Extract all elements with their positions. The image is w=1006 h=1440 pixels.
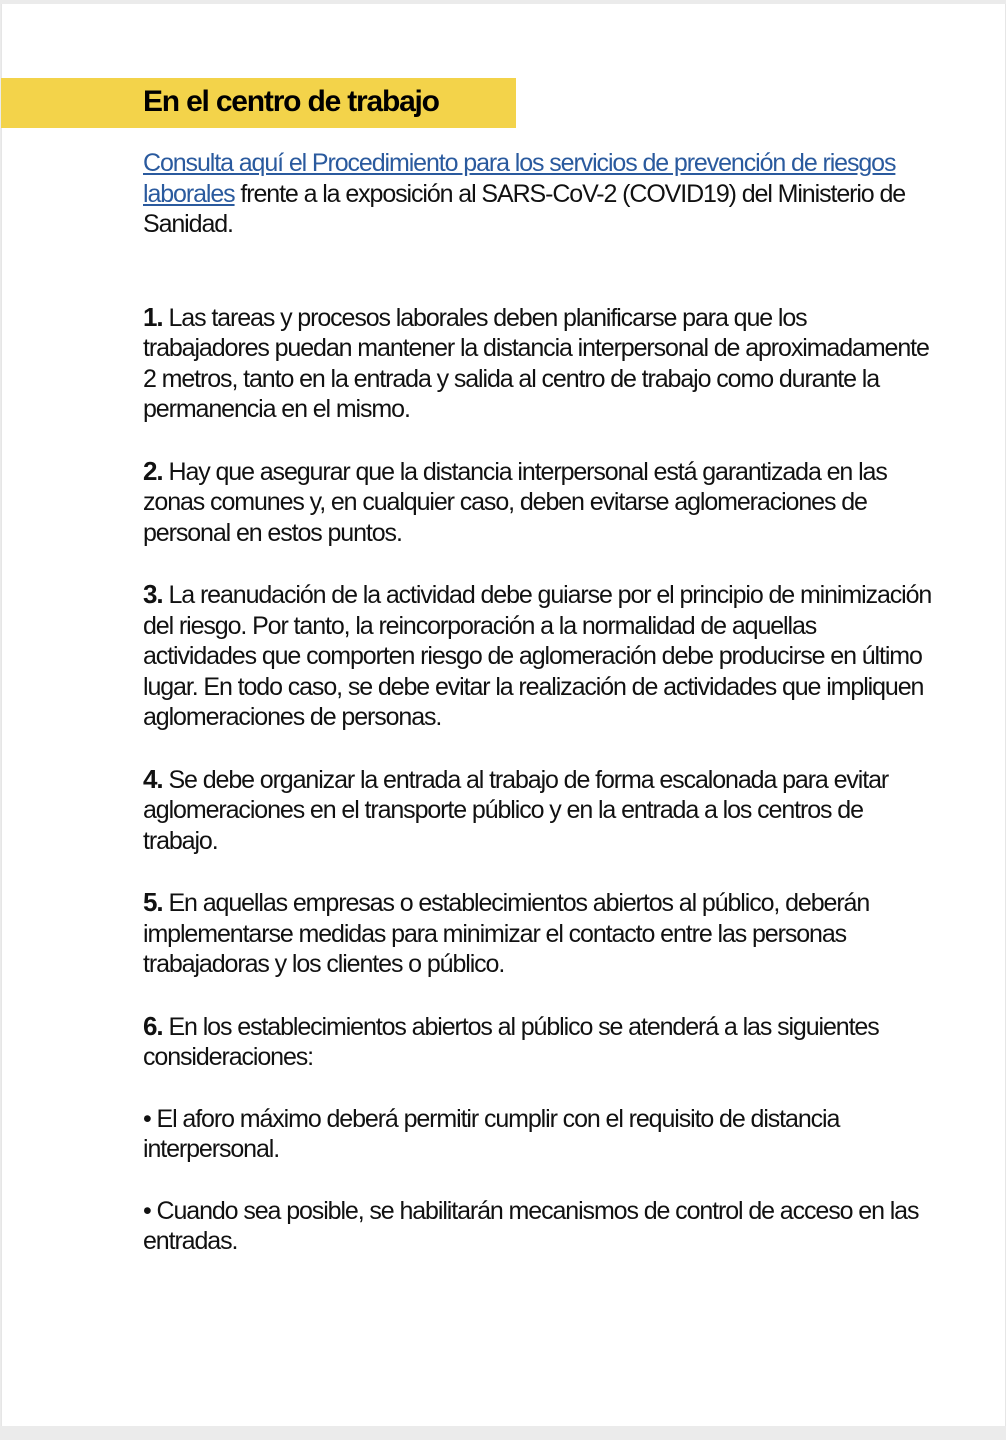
- item-number: 2.: [143, 455, 163, 486]
- item-number: 6.: [143, 1010, 163, 1041]
- item-text: En aquellas empresas o establecimientos abiertos al público, deberán implementarse medidas para minimizar el contacto entre las personas trabajadoras y los clientes o público.: [143, 889, 870, 978]
- bullet-item-2: [143, 1196, 933, 1257]
- intro-text: frente a la exposición al SARS-CoV-2 (COVID19) del Ministerio de Sanidad.: [143, 179, 906, 238]
- bullet-item-1: [143, 1104, 933, 1165]
- item-text: La reanudación de la actividad debe guiarse por el principio de minimización del riesgo. Por tanto, la reincorporación a la normalidad de aquellas actividades que comporten riesgo de aglomeración debe producirse en último lugar. En todo caso, se debe evitar la realización de actividades que impliquen aglomeraciones de personas.: [143, 581, 932, 731]
- list-item-4: [143, 764, 933, 857]
- section-title: En el centro de trabajo: [143, 85, 439, 118]
- procedure-link[interactable]: Consulta aquí el Procedimiento para los servicios de prevención de riesgos laborales: [143, 149, 896, 208]
- item-text: Hay que asegurar que la distancia interpersonal está garantizada en las zonas comunes y, en cualquier caso, deben evitarse aglomeraciones de personal en estos puntos.: [143, 457, 887, 547]
- list-item-6: [143, 1011, 933, 1073]
- list-item-5: [143, 887, 933, 980]
- item-number: 1.: [143, 301, 163, 332]
- list-item-2: [143, 456, 933, 549]
- bullet-icon: •: [143, 1104, 151, 1133]
- intro-paragraph: [143, 148, 933, 240]
- list-item-1: [143, 302, 933, 425]
- item-number: 3.: [143, 579, 163, 609]
- item-number: 4.: [143, 763, 163, 794]
- bullet-text: El aforo máximo deberá permitir cumplir con el requisito de distancia interpersonal.: [143, 1104, 840, 1163]
- item-text: En los establecimientos abiertos al público se atenderá a las siguientes consideraciones:: [143, 1012, 879, 1071]
- bullet-text: Cuando sea posible, se habilitarán mecanismos de control de acceso en las entradas.: [143, 1196, 919, 1255]
- item-text: Las tareas y procesos laborales deben planificarse para que los trabajadores puedan mantener la distancia interpersonal de aproximadamente 2 metros, tanto en la entrada y salida al centro de trabajo como durante la permanencia en el mismo.: [143, 303, 929, 423]
- list-item-3: [143, 579, 933, 733]
- document-body: [143, 148, 933, 1288]
- item-text: Se debe organizar la entrada al trabajo de forma escalonada para evitar aglomeraciones en el transporte público y en la entrada a los centros de trabajo.: [143, 765, 889, 855]
- item-number: 5.: [143, 887, 163, 917]
- bullet-icon: •: [143, 1196, 151, 1225]
